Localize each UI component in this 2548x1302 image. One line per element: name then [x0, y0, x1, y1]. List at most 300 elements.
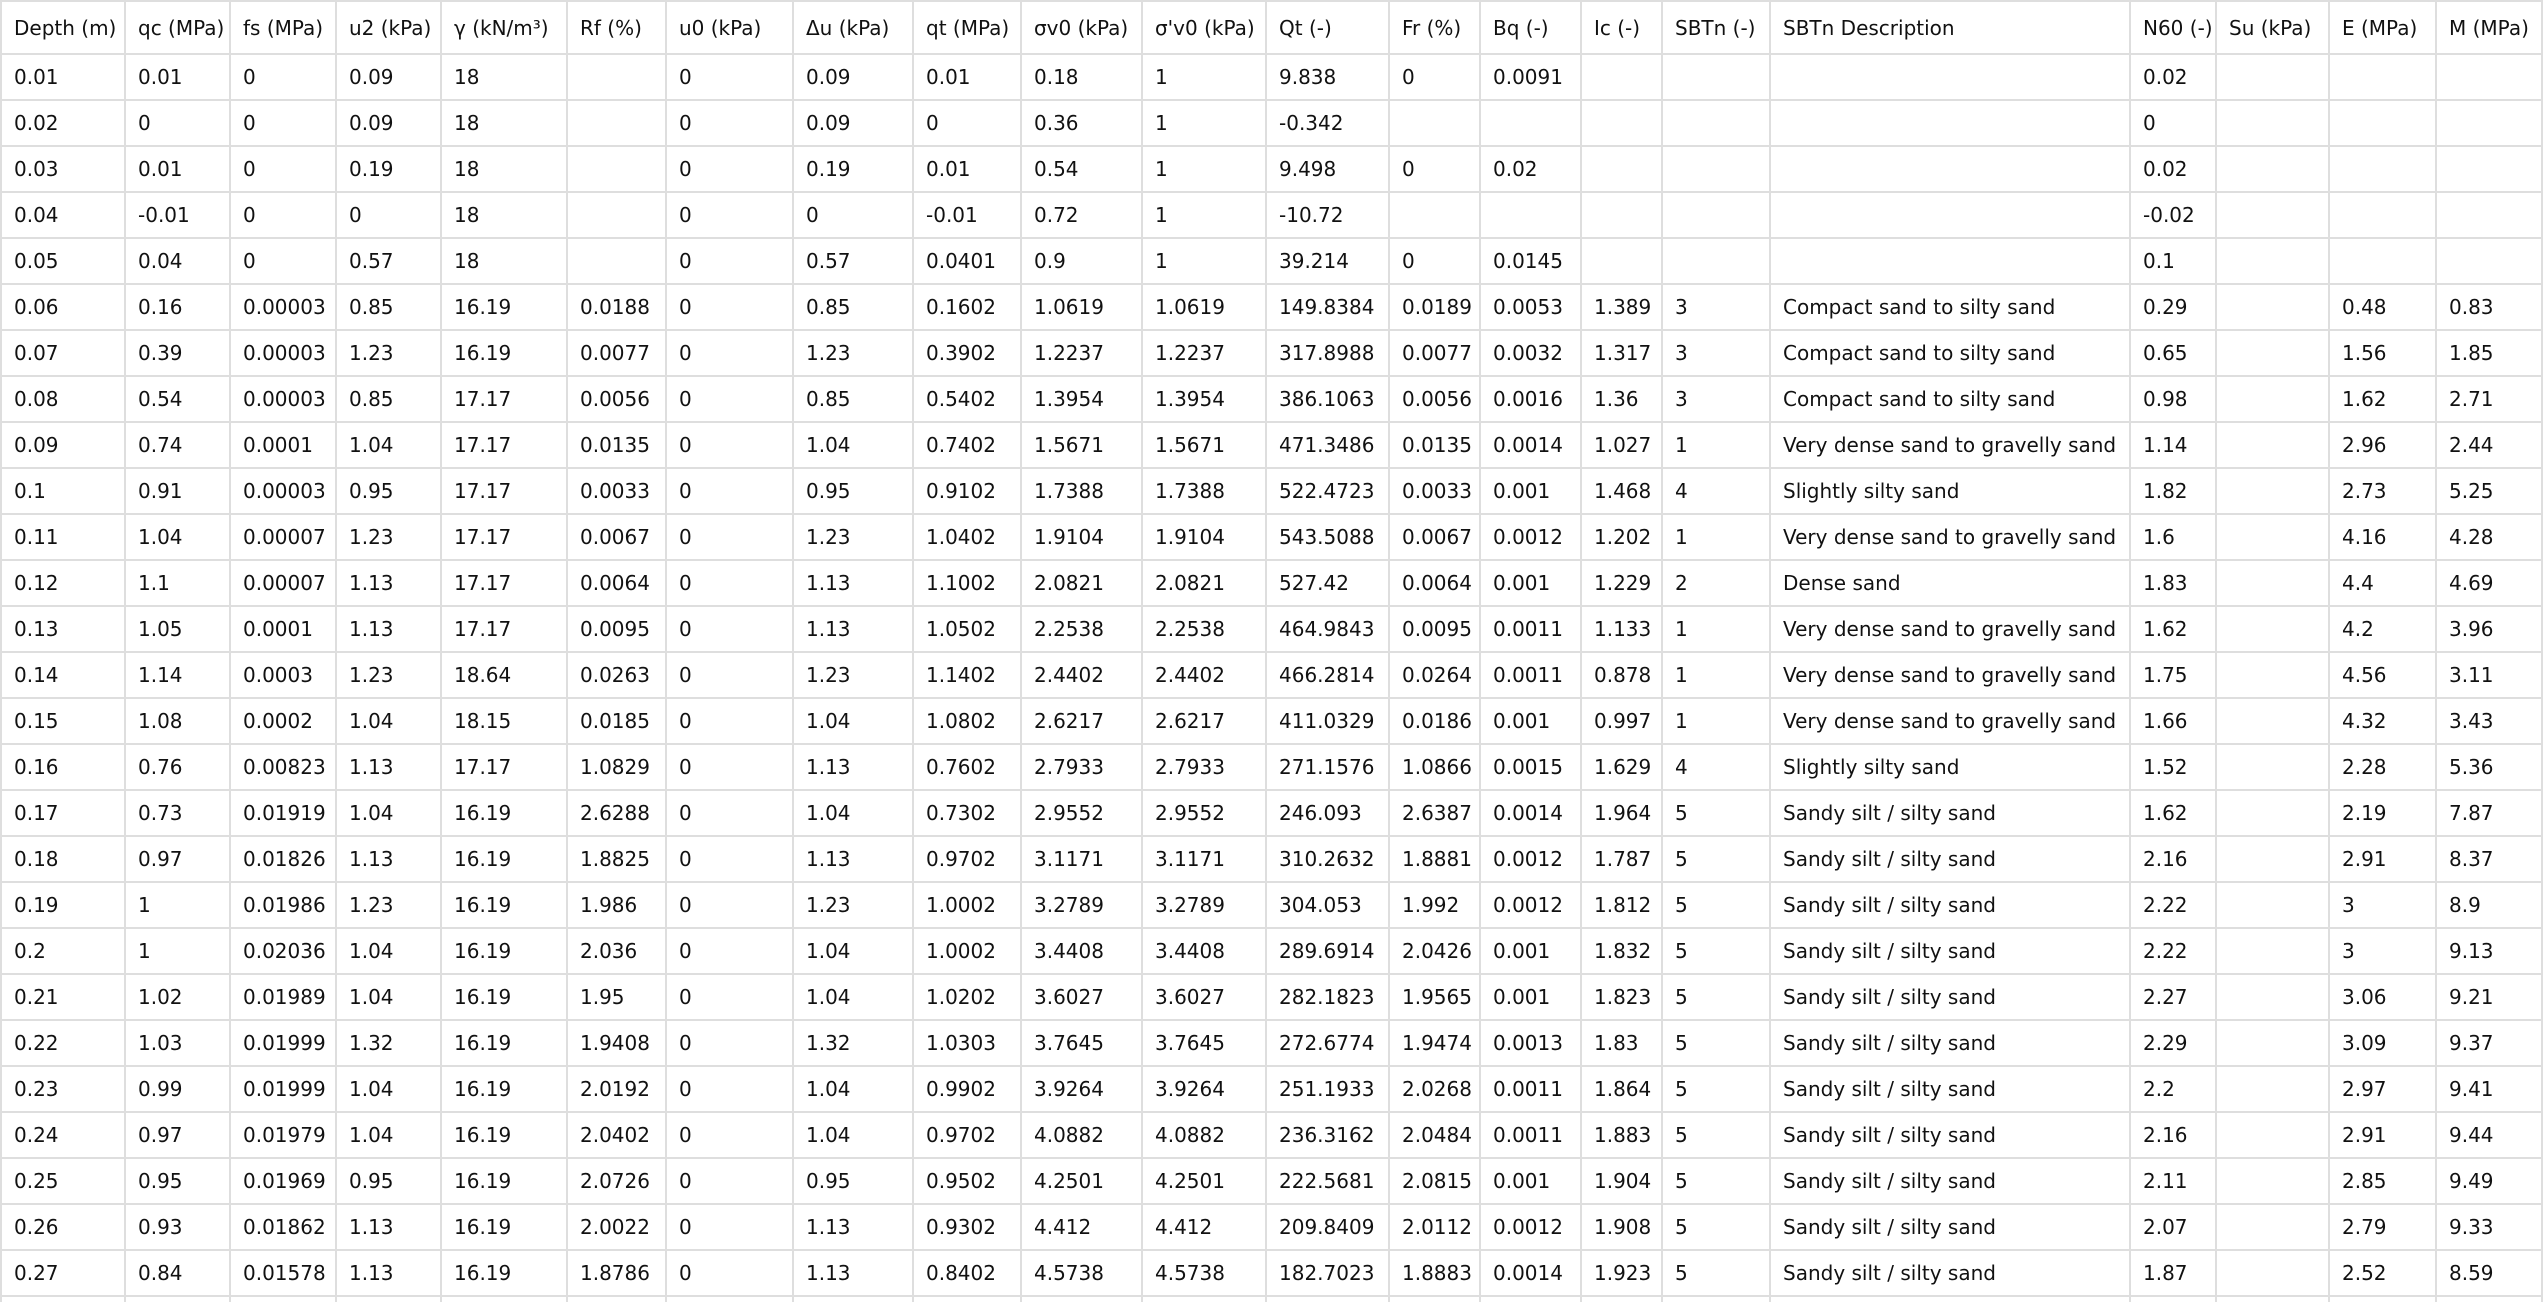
column-header-v0-kpa[interactable]: σ'v0 (kPa) — [1142, 1, 1266, 54]
table-cell-e-mpa: 2.85 — [2329, 1158, 2436, 1204]
table-cell-v0-kpa: 1.7388 — [1021, 468, 1142, 514]
table-cell-sbtn-description: Compact sand to silty sand — [1770, 284, 2130, 330]
table-cell-n60: 1.83 — [2130, 560, 2216, 606]
table-cell-qt: 222.5681 — [1266, 1158, 1389, 1204]
table-cell-rf — [567, 100, 666, 146]
table-cell-rf: 1.9408 — [567, 1020, 666, 1066]
table-cell-e-mpa: 2.91 — [2329, 1112, 2436, 1158]
table-cell-depth-m: 0.12 — [1, 560, 125, 606]
column-header-qt[interactable]: Qt (-) — [1266, 1, 1389, 54]
table-cell-bq: 0.0091 — [1480, 54, 1581, 100]
table-cell-ic: 1.864 — [1581, 1066, 1662, 1112]
table-cell-fr: 1.8881 — [1389, 836, 1480, 882]
table-cell-m-mpa — [2436, 1296, 2542, 1302]
table-row[interactable] — [1, 468, 2542, 514]
table-cell-su-kpa — [2216, 652, 2329, 698]
table-cell-m-mpa: 9.33 — [2436, 1204, 2542, 1250]
table-cell-sbtn-description: Sandy silt / silty sand — [1770, 836, 2130, 882]
table-row[interactable] — [1, 376, 2542, 422]
table-cell-u-kpa: 1.04 — [793, 928, 913, 974]
table-cell-depth-m: 0.09 — [1, 422, 125, 468]
table-row[interactable] — [1, 974, 2542, 1020]
table-cell-sbtn: 5 — [1662, 1020, 1770, 1066]
table-cell-bq: 0.0014 — [1480, 422, 1581, 468]
table-cell-sbtn-description — [1770, 100, 2130, 146]
table-cell-rf: 2.036 — [567, 928, 666, 974]
table-cell-n60: 2.16 — [2130, 836, 2216, 882]
table-cell-qt: 527.42 — [1266, 560, 1389, 606]
table-cell-e-mpa: 1.62 — [2329, 376, 2436, 422]
table-cell-qt-mpa: 1.0002 — [913, 882, 1021, 928]
table-cell-kn-m: 18 — [441, 54, 567, 100]
table-cell-qc-mpa: 0.74 — [125, 422, 230, 468]
table-cell-fr: 1.9565 — [1389, 974, 1480, 1020]
column-header-u2-kpa[interactable]: u2 (kPa) — [336, 1, 441, 54]
table-cell-rf: 2.0192 — [567, 1066, 666, 1112]
table-cell-qc-mpa: 0 — [125, 100, 230, 146]
table-cell-qt-mpa: 0.9102 — [913, 468, 1021, 514]
table-cell-m-mpa: 9.44 — [2436, 1112, 2542, 1158]
table-cell-sbtn: 5 — [1662, 1250, 1770, 1296]
table-cell-fr: 0.0135 — [1389, 422, 1480, 468]
column-header-depth-m[interactable]: Depth (m) — [1, 1, 125, 54]
table-cell-m-mpa — [2436, 238, 2542, 284]
table-cell-kn-m: 17.17 — [441, 560, 567, 606]
table-cell-ic — [1581, 238, 1662, 284]
table-cell-depth-m: 0.18 — [1, 836, 125, 882]
table-cell-sbtn: 5 — [1662, 882, 1770, 928]
column-header-su-kpa[interactable]: Su (kPa) — [2216, 1, 2329, 54]
table-cell-kn-m: 18 — [441, 146, 567, 192]
table-cell-kn-m: 17.17 — [441, 606, 567, 652]
table-cell-u2-kpa: 1.04 — [336, 928, 441, 974]
table-cell-u2-kpa: 1.04 — [336, 790, 441, 836]
table-row[interactable] — [1, 560, 2542, 606]
table-cell-sbtn-description: Sandy silt / silty sand — [1770, 1112, 2130, 1158]
table-cell-ic: 1.389 — [1581, 284, 1662, 330]
table-cell-qt-mpa: 0.01 — [913, 54, 1021, 100]
table-cell-u0-kpa: 0 — [666, 974, 793, 1020]
table-cell-u-kpa: 1.04 — [793, 1066, 913, 1112]
table-cell-sbtn-description: Dense sand — [1770, 560, 2130, 606]
column-header-u0-kpa[interactable]: u0 (kPa) — [666, 1, 793, 54]
table-cell-u-kpa: 0.57 — [793, 238, 913, 284]
table-cell-depth-m: 0.11 — [1, 514, 125, 560]
table-cell-sbtn — [1662, 192, 1770, 238]
table-cell-kn-m: 17.17 — [441, 468, 567, 514]
table-cell-ic — [1581, 192, 1662, 238]
table-cell-qt-mpa: 0.9302 — [913, 1204, 1021, 1250]
table-cell-fr: 0.0186 — [1389, 698, 1480, 744]
table-row[interactable] — [1, 1296, 2542, 1302]
table-cell-v0-kpa: 1.3954 — [1142, 376, 1266, 422]
table-cell-sbtn-description: Very dense sand to gravelly sand — [1770, 422, 2130, 468]
table-cell-qt-mpa: 0.9702 — [913, 836, 1021, 882]
table-cell-v0-kpa: 3.4408 — [1142, 928, 1266, 974]
table-cell-u2-kpa: 1.13 — [336, 836, 441, 882]
table-cell-u-kpa: 1.13 — [793, 836, 913, 882]
table-row[interactable] — [1, 238, 2542, 284]
table-cell-su-kpa — [2216, 560, 2329, 606]
column-header-fs-mpa[interactable]: fs (MPa) — [230, 1, 336, 54]
table-cell-bq: 0.001 — [1480, 560, 1581, 606]
table-cell-v0-kpa: 3.2789 — [1142, 882, 1266, 928]
table-row[interactable] — [1, 790, 2542, 836]
table-cell-qc-mpa: 0.39 — [125, 330, 230, 376]
table-cell-v0-kpa: 0.36 — [1021, 100, 1142, 146]
table-cell-u2-kpa: 0.85 — [336, 376, 441, 422]
table-cell-sbtn: 1 — [1662, 514, 1770, 560]
table-cell-u2-kpa: 0.19 — [336, 146, 441, 192]
table-cell-qc-mpa: 1.03 — [125, 1020, 230, 1066]
table-cell-e-mpa: 4.16 — [2329, 514, 2436, 560]
table-cell-rf: 0.0263 — [567, 652, 666, 698]
table-cell-fs-mpa: 0.01999 — [230, 1066, 336, 1112]
table-row[interactable] — [1, 882, 2542, 928]
table-cell-u0-kpa: 0 — [666, 1204, 793, 1250]
table-cell-su-kpa — [2216, 100, 2329, 146]
table-cell-v0-kpa: 4.5738 — [1021, 1250, 1142, 1296]
table-cell-fs-mpa: 0.00007 — [230, 514, 336, 560]
column-header-n60[interactable]: N60 (-) — [2130, 1, 2216, 54]
table-cell-fr: 1.0866 — [1389, 744, 1480, 790]
table-cell-u-kpa: 0.85 — [793, 376, 913, 422]
table-row[interactable] — [1, 1066, 2542, 1112]
table-cell-qc-mpa: 1 — [125, 882, 230, 928]
table-cell-u2-kpa: 0.85 — [336, 284, 441, 330]
table-cell-qt: 251.1933 — [1266, 1066, 1389, 1112]
table-cell-u-kpa: 1.23 — [793, 882, 913, 928]
column-header-rf[interactable]: Rf (%) — [567, 1, 666, 54]
table-cell-u0-kpa: 0 — [666, 928, 793, 974]
table-cell-u0-kpa: 0 — [666, 146, 793, 192]
table-cell-n60: 1.6 — [2130, 514, 2216, 560]
table-cell-v0-kpa: 1 — [1142, 192, 1266, 238]
table-cell-depth-m: 0.08 — [1, 376, 125, 422]
table-cell-v0-kpa: 0.54 — [1021, 146, 1142, 192]
table-cell-bq: 0.02 — [1480, 146, 1581, 192]
table-cell-bq: 0.0011 — [1480, 1066, 1581, 1112]
table-cell-qt: 39.214 — [1266, 238, 1389, 284]
table-cell-rf: 0.0067 — [567, 514, 666, 560]
table-row[interactable] — [1, 100, 2542, 146]
table-cell-sbtn-description: Slightly silty sand — [1770, 468, 2130, 514]
column-header-m-mpa[interactable]: M (MPa) — [2436, 1, 2542, 54]
table-cell-su-kpa — [2216, 330, 2329, 376]
table-cell-u0-kpa: 0 — [666, 330, 793, 376]
table-cell-su-kpa — [2216, 928, 2329, 974]
column-header-v0-kpa[interactable]: σv0 (kPa) — [1021, 1, 1142, 54]
table-cell-qt: 182.7023 — [1266, 1250, 1389, 1296]
table-cell-ic: 1.629 — [1581, 744, 1662, 790]
table-cell-fs-mpa: 0.0001 — [230, 606, 336, 652]
table-cell-n60: 2.22 — [2130, 882, 2216, 928]
table-cell-m-mpa: 0.83 — [2436, 284, 2542, 330]
table-cell-kn-m: 17.17 — [441, 744, 567, 790]
table-cell-u-kpa: 1.04 — [793, 422, 913, 468]
table-row[interactable] — [1, 514, 2542, 560]
table-cell-u2-kpa: 1.13 — [336, 560, 441, 606]
table-row[interactable] — [1, 1020, 2542, 1066]
table-cell-qt: 289.6914 — [1266, 928, 1389, 974]
table-cell-e-mpa: 3.06 — [2329, 974, 2436, 1020]
table-cell-n60: 0.02 — [2130, 54, 2216, 100]
table-cell-m-mpa — [2436, 100, 2542, 146]
table-cell-m-mpa — [2436, 54, 2542, 100]
table-cell-qt: 464.9843 — [1266, 606, 1389, 652]
column-header-fr[interactable]: Fr (%) — [1389, 1, 1480, 54]
table-cell-u2-kpa: 1.13 — [336, 606, 441, 652]
table-cell-u-kpa: 1.04 — [793, 974, 913, 1020]
column-header-qt-mpa[interactable]: qt (MPa) — [913, 1, 1021, 54]
table-cell-qt: 282.1823 — [1266, 974, 1389, 1020]
table-cell-rf: 0.0188 — [567, 284, 666, 330]
table-cell-u0-kpa: 0 — [666, 652, 793, 698]
table-cell-sbtn: 5 — [1662, 1158, 1770, 1204]
table-cell-v0-kpa: 0.9 — [1021, 238, 1142, 284]
table-cell-sbtn-description: Sandy silt / silty sand — [1770, 1066, 2130, 1112]
table-cell-u-kpa: 1.13 — [793, 1204, 913, 1250]
table-cell-u2-kpa: 1.32 — [336, 1020, 441, 1066]
table-cell-n60: 2.11 — [2130, 1158, 2216, 1204]
table-row[interactable] — [1, 928, 2542, 974]
table-cell-bq — [1480, 192, 1581, 238]
table-cell-u2-kpa: 0.09 — [336, 54, 441, 100]
table-cell-qt-mpa: 0.5402 — [913, 376, 1021, 422]
table-cell-ic: 1.468 — [1581, 468, 1662, 514]
table-cell-sbtn-description — [1770, 238, 2130, 284]
table-cell-qc-mpa: 0.76 — [125, 744, 230, 790]
table-cell-rf: 0.0064 — [567, 560, 666, 606]
table-cell-e-mpa: 2.79 — [2329, 1204, 2436, 1250]
table-cell-n60: 2.27 — [2130, 974, 2216, 1020]
table-cell-e-mpa: 2.73 — [2329, 468, 2436, 514]
table-cell-n60: 0.29 — [2130, 284, 2216, 330]
table-row[interactable] — [1, 146, 2542, 192]
column-header-e-mpa[interactable]: E (MPa) — [2329, 1, 2436, 54]
table-cell-su-kpa — [2216, 1112, 2329, 1158]
table-cell-bq: 0.0014 — [1480, 790, 1581, 836]
table-cell-sbtn-description: Sandy silt / silty sand — [1770, 1204, 2130, 1250]
table-cell-qc-mpa: 0.95 — [125, 1158, 230, 1204]
table-cell-fs-mpa: 0.01986 — [230, 882, 336, 928]
table-cell-n60: 0 — [2130, 100, 2216, 146]
table-cell-u2-kpa — [336, 1296, 441, 1302]
table-cell-depth-m: 0.19 — [1, 882, 125, 928]
table-cell-e-mpa: 4.56 — [2329, 652, 2436, 698]
table-cell-kn-m: 16.19 — [441, 1158, 567, 1204]
table-row[interactable] — [1, 422, 2542, 468]
table-cell-fs-mpa: 0.01578 — [230, 1250, 336, 1296]
table-cell-sbtn: 5 — [1662, 836, 1770, 882]
table-cell-m-mpa: 8.37 — [2436, 836, 2542, 882]
table-cell-n60: 1.62 — [2130, 606, 2216, 652]
table-cell-su-kpa — [2216, 146, 2329, 192]
table-row[interactable] — [1, 330, 2542, 376]
table-cell-v0-kpa: 4.2501 — [1142, 1158, 1266, 1204]
table-cell-fr: 1.8883 — [1389, 1250, 1480, 1296]
table-cell-fr: 2.0112 — [1389, 1204, 1480, 1250]
table-cell-m-mpa: 2.44 — [2436, 422, 2542, 468]
column-header-kn-m[interactable]: γ (kN/m³) — [441, 1, 567, 54]
table-cell-v0-kpa: 3.7645 — [1021, 1020, 1142, 1066]
table-cell-bq — [1480, 100, 1581, 146]
table-cell-v0-kpa: 4.5738 — [1142, 1250, 1266, 1296]
column-header-sbtn[interactable]: SBTn (-) — [1662, 1, 1770, 54]
table-cell-fr: 0.0067 — [1389, 514, 1480, 560]
column-header-u-kpa[interactable]: Δu (kPa) — [793, 1, 913, 54]
table-cell-u0-kpa: 0 — [666, 1250, 793, 1296]
table-cell-fr: 0.0095 — [1389, 606, 1480, 652]
table-cell-u2-kpa: 1.13 — [336, 1204, 441, 1250]
table-cell-n60: 0.1 — [2130, 238, 2216, 284]
table-cell-u2-kpa: 1.04 — [336, 1066, 441, 1112]
table-cell-fs-mpa: 0.00003 — [230, 284, 336, 330]
table-row[interactable] — [1, 652, 2542, 698]
table-cell-e-mpa: 2.97 — [2329, 1066, 2436, 1112]
table-cell-sbtn-description: Sandy silt / silty sand — [1770, 1250, 2130, 1296]
table-cell-ic — [1581, 54, 1662, 100]
table-cell-v0-kpa: 4.412 — [1142, 1204, 1266, 1250]
table-cell-fr: 0.0064 — [1389, 560, 1480, 606]
table-cell-v0-kpa: 2.6217 — [1142, 698, 1266, 744]
table-row[interactable] — [1, 54, 2542, 100]
table-cell-fr: 0.0033 — [1389, 468, 1480, 514]
column-header-sbtn-description[interactable]: SBTn Description — [1770, 1, 2130, 54]
table-row[interactable] — [1, 1112, 2542, 1158]
table-cell-v0-kpa: 2.7933 — [1142, 744, 1266, 790]
table-cell-depth-m: 0.06 — [1, 284, 125, 330]
table-cell-bq: 0.0011 — [1480, 1112, 1581, 1158]
table-cell-depth-m: 0.05 — [1, 238, 125, 284]
table-cell-sbtn: 5 — [1662, 1066, 1770, 1112]
table-cell-qt: 386.1063 — [1266, 376, 1389, 422]
table-cell-bq: 0.0145 — [1480, 238, 1581, 284]
table-cell-n60: 0.98 — [2130, 376, 2216, 422]
table-cell-ic — [1581, 100, 1662, 146]
table-cell-bq: 0.0011 — [1480, 652, 1581, 698]
table-cell-v0-kpa: 1.0619 — [1021, 284, 1142, 330]
table-cell-rf: 2.0402 — [567, 1112, 666, 1158]
table-cell-kn-m: 16.19 — [441, 1066, 567, 1112]
table-cell-qc-mpa: 0.73 — [125, 790, 230, 836]
table-cell-u2-kpa: 1.04 — [336, 974, 441, 1020]
table-cell-su-kpa — [2216, 422, 2329, 468]
table-cell-e-mpa — [2329, 100, 2436, 146]
table-cell-bq — [1480, 1296, 1581, 1302]
table-cell-ic: 1.908 — [1581, 1204, 1662, 1250]
table-cell-n60: 1.82 — [2130, 468, 2216, 514]
table-cell-v0-kpa: 3.1171 — [1142, 836, 1266, 882]
table-cell-qt-mpa: -0.01 — [913, 192, 1021, 238]
table-cell-fs-mpa: 0.02036 — [230, 928, 336, 974]
table-row[interactable] — [1, 192, 2542, 238]
table-cell-v0-kpa: 2.9552 — [1142, 790, 1266, 836]
table-row[interactable] — [1, 1250, 2542, 1296]
table-row[interactable] — [1, 698, 2542, 744]
table-cell-qt-mpa: 1.0502 — [913, 606, 1021, 652]
table-cell-m-mpa: 5.36 — [2436, 744, 2542, 790]
table-cell-bq: 0.0012 — [1480, 836, 1581, 882]
table-cell-m-mpa: 4.28 — [2436, 514, 2542, 560]
table-cell-qc-mpa — [125, 1296, 230, 1302]
table-cell-sbtn: 1 — [1662, 652, 1770, 698]
table-cell-ic: 1.202 — [1581, 514, 1662, 560]
table-cell-v0-kpa: 4.0882 — [1021, 1112, 1142, 1158]
table-row[interactable] — [1, 1204, 2542, 1250]
table-cell-v0-kpa: 1 — [1142, 100, 1266, 146]
table-cell-qt: 272.6774 — [1266, 1020, 1389, 1066]
column-header-ic[interactable]: Ic (-) — [1581, 1, 1662, 54]
table-cell-ic: 0.878 — [1581, 652, 1662, 698]
table-cell-u0-kpa: 0 — [666, 790, 793, 836]
table-cell-qt: 466.2814 — [1266, 652, 1389, 698]
table-cell-sbtn-description: Sandy silt / silty sand — [1770, 1020, 2130, 1066]
table-cell-rf: 1.0829 — [567, 744, 666, 790]
table-cell-u2-kpa: 0.95 — [336, 1158, 441, 1204]
table-cell-n60: 2.07 — [2130, 1204, 2216, 1250]
table-cell-depth-m: 0.16 — [1, 744, 125, 790]
table-cell-sbtn: 3 — [1662, 284, 1770, 330]
table-cell-u0-kpa: 0 — [666, 1066, 793, 1112]
table-cell-qc-mpa: 0.84 — [125, 1250, 230, 1296]
table-cell-qt: 543.5088 — [1266, 514, 1389, 560]
table-row[interactable] — [1, 836, 2542, 882]
table-cell-u0-kpa: 0 — [666, 1112, 793, 1158]
table-cell-rf — [567, 1296, 666, 1302]
table-cell-u-kpa: 1.13 — [793, 744, 913, 790]
table-cell-qc-mpa: 0.04 — [125, 238, 230, 284]
table-cell-depth-m: 0.04 — [1, 192, 125, 238]
table-cell-sbtn-description — [1770, 1296, 2130, 1302]
table-cell-sbtn: 1 — [1662, 422, 1770, 468]
table-cell-ic: 1.923 — [1581, 1250, 1662, 1296]
table-cell-ic: 1.027 — [1581, 422, 1662, 468]
table-cell-v0-kpa: 3.2789 — [1021, 882, 1142, 928]
table-cell-su-kpa — [2216, 1250, 2329, 1296]
table-row[interactable] — [1, 1158, 2542, 1204]
table-cell-fr: 0.0189 — [1389, 284, 1480, 330]
table-cell-fs-mpa: 0.01979 — [230, 1112, 336, 1158]
table-cell-sbtn-description: Very dense sand to gravelly sand — [1770, 606, 2130, 652]
table-cell-fr — [1389, 100, 1480, 146]
table-cell-v0-kpa: 2.4402 — [1021, 652, 1142, 698]
table-cell-n60: 1.66 — [2130, 698, 2216, 744]
table-cell-qt-mpa: 0.8402 — [913, 1250, 1021, 1296]
table-cell-e-mpa: 0.48 — [2329, 284, 2436, 330]
table-cell-sbtn: 5 — [1662, 790, 1770, 836]
column-header-bq[interactable]: Bq (-) — [1480, 1, 1581, 54]
column-header-qc-mpa[interactable]: qc (MPa) — [125, 1, 230, 54]
table-cell-su-kpa — [2216, 376, 2329, 422]
table-cell-depth-m: 0.03 — [1, 146, 125, 192]
table-cell-qt-mpa: 1.0402 — [913, 514, 1021, 560]
table-row[interactable] — [1, 284, 2542, 330]
table-cell-n60 — [2130, 1296, 2216, 1302]
table-row[interactable] — [1, 606, 2542, 652]
table-cell-v0-kpa: 4.412 — [1021, 1204, 1142, 1250]
table-cell-sbtn-description: Sandy silt / silty sand — [1770, 790, 2130, 836]
table-cell-u-kpa: 0.09 — [793, 54, 913, 100]
table-cell-fs-mpa: 0 — [230, 192, 336, 238]
table-cell-n60: 1.14 — [2130, 422, 2216, 468]
table-cell-e-mpa — [2329, 54, 2436, 100]
table-row[interactable] — [1, 744, 2542, 790]
table-cell-kn-m: 16.19 — [441, 1250, 567, 1296]
table-cell-u2-kpa: 1.13 — [336, 1250, 441, 1296]
table-cell-m-mpa: 3.43 — [2436, 698, 2542, 744]
table-cell-v0-kpa: 1.9104 — [1021, 514, 1142, 560]
